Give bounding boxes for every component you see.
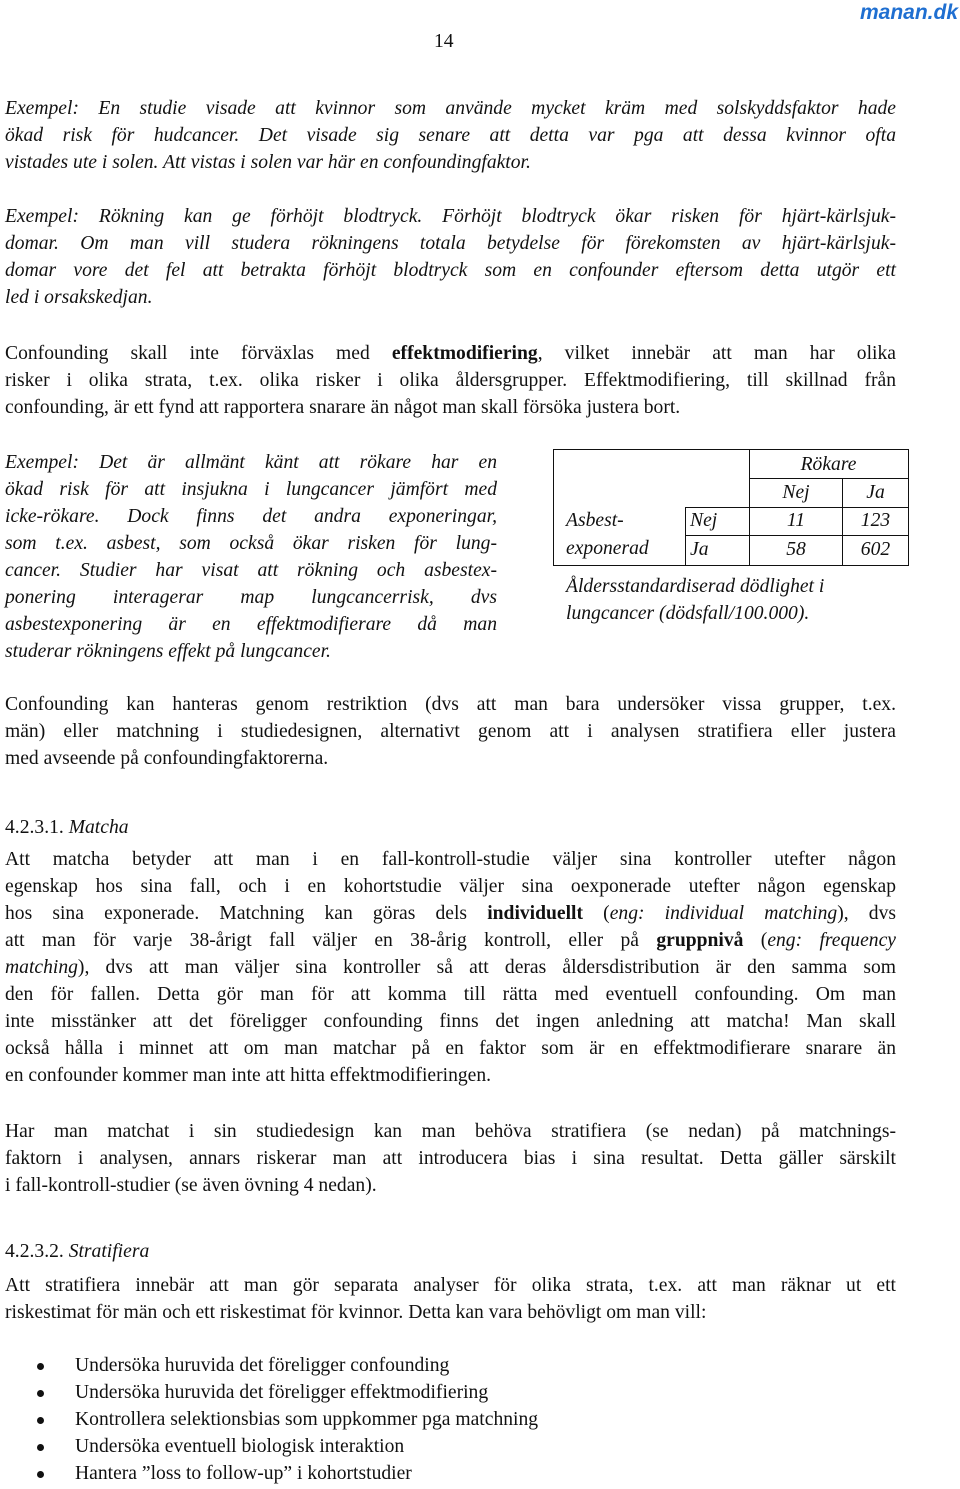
text-line: riskestimat för män och ett riskestimat för kvinnor. Detta kan vara behövligt om man vill: (5, 1302, 707, 1323)
list-item: Undersöka huruvida det föreligger effektmodifiering (0, 1379, 538, 1406)
effect-modification-paragraph (5, 340, 896, 421)
list-item: Kontrollera selektionsbias som uppkommer pga matchning (0, 1406, 538, 1433)
list-item: Hantera ”loss to follow-up” i kohortstudier (0, 1460, 538, 1487)
english-term: eng: individual matching (609, 903, 838, 924)
example-paragraph-sunscreen (5, 95, 896, 176)
example-label: Exempel (5, 452, 73, 473)
text-line: asbestexponering är en effektmodifierare då man (5, 614, 497, 635)
text-line: confounding, är ett fynd att rapportera snarare än något man skall försöka justera bort. (5, 397, 681, 418)
reasons-list (0, 1352, 538, 1487)
text-line: icke-rökare. Dock finns det andra exponeringar, (5, 506, 497, 527)
text-span: ( (743, 930, 768, 951)
term-gruppniva: gruppnivå (656, 930, 744, 951)
example-paragraph-smoking-bloodpressure (5, 203, 896, 311)
table-rule (685, 507, 686, 565)
text-line: : Det är allmänt känt att rökare har en (72, 452, 497, 473)
text-line: en confounder kommer man inte att hitta effektmodifieringen. (5, 1065, 492, 1086)
text-line: inte misstänker att det föreligger confounding finns det ingen anledning att matcha! Man skall (5, 1011, 896, 1032)
text-line: domar. Om man vill studera rökningens totala betydelse för förekomsten av hjärt-kärlsjuk- (5, 233, 896, 254)
site-watermark: manan.dk (859, 1, 958, 24)
text-line: män) eller matchning i studiedesignen, alternativt genom att i analysen stratifiera eller justera (5, 721, 896, 742)
stratification-paragraph (5, 1272, 896, 1326)
text-line: cancer. Studier har visat att rökning och asbestex- (5, 560, 497, 581)
caption-line: lungcancer (dödsfall/100.000). (566, 603, 810, 624)
text-line: studerar rökningens effekt på lungcancer. (5, 641, 331, 662)
text-line: : Rökning kan ge förhöjt blodtryck. Förhöjt blodtryck ökar risken för hjärt-kärlsjuk- (72, 206, 896, 227)
text-span: ), dvs (837, 903, 896, 924)
row-label: Nej (690, 510, 718, 531)
section-heading-matcha (5, 814, 129, 841)
confounding-handling-paragraph (5, 691, 896, 772)
page-number: 14 (434, 31, 454, 52)
stratify-matching-paragraph (5, 1118, 896, 1199)
table-cell: 123 (860, 510, 891, 531)
column-group-header: Rökare (800, 454, 857, 475)
table-cell: 58 (786, 539, 806, 560)
text-line: domar vore det fel att betrakta förhöjt blodtryck som en confounder eftersom detta utgör ett (5, 260, 896, 281)
section-number: 4.2.3.1. (5, 817, 69, 838)
row-label: Ja (690, 539, 709, 560)
english-term: matching (5, 957, 78, 978)
row-group-header: exponerad (566, 538, 649, 559)
text-line: som t.ex. asbest, som också ökar risken för lung- (5, 533, 497, 554)
text-line: den för fallen. Detta gör man för att komma till rätta med eventuell confounding. Om man (5, 984, 896, 1005)
section-heading-stratifiera (5, 1238, 149, 1265)
text-span: att man för varje 38-årigt fall väljer en 38-årig kontroll, eller på (5, 930, 657, 951)
text-line: ökad risk för hudcancer. Det visade sig senare att detta var pga att dessa kvinnor ofta (5, 125, 896, 146)
text-span: , vilket innebär att man har olika (537, 343, 896, 364)
term-individuellt: individuellt (487, 903, 584, 924)
table-cell: 602 (860, 539, 891, 560)
text-line: Har man matchat i sin studiedesign kan man behöva stratifiera (se nedan) på matchnings- (5, 1121, 896, 1142)
example-label: Exempel (5, 98, 73, 119)
text-line: med avseende på confoundingfaktorerna. (5, 748, 329, 769)
term-effektmodifiering: effektmodifiering (391, 343, 538, 364)
example-paragraph-asbestos (5, 449, 497, 665)
text-line: Confounding kan hanteras genom restriktion (dvs att man bara undersöker vissa grupper, t.ex. (5, 694, 896, 715)
text-line: led i orsakskedjan. (5, 287, 153, 308)
text-span: Confounding skall inte förväxlas med (5, 343, 392, 364)
english-term: eng: frequency (767, 930, 896, 951)
text-span: ), dvs att man väljer sina kontroller så att deras åldersdistribution är den samma som (77, 957, 896, 978)
text-line: ökad risk för att insjukna i lungcancer jämfört med (5, 479, 497, 500)
text-line: ponering interagerar map lungcancerrisk, dvs (5, 587, 497, 608)
text-line: faktorn i analysen, annars riskerar man att introducera bias i sina resultat. Detta gäller särskilt (5, 1148, 896, 1169)
example-label: Exempel (5, 206, 73, 227)
text-span: hos sina exponerade. Matchning kan göras dels (5, 903, 488, 924)
text-line: också hålla i minnet att om man matchar på en faktor som är en effektmodifierare snarare än (5, 1038, 896, 1059)
section-title: Matcha (68, 817, 129, 838)
text-line: i fall-kontroll-studier (se även övning 4 nedan). (5, 1175, 377, 1196)
table-caption (566, 573, 824, 627)
list-item: Undersöka eventuell biologisk interaktion (0, 1433, 538, 1460)
text-line: risker i olika strata, t.ex. olika risker i olika åldersgrupper. Effektmodifiering, till skillnad från (5, 370, 896, 391)
text-line: egenskap hos sina fall, och i en kohortstudie väljer sina oexponerade utefter någon egenskap (5, 876, 896, 897)
section-number: 4.2.3.2. (5, 1241, 69, 1262)
caption-line: Åldersstandardiserad dödlighet i (566, 576, 825, 597)
text-span: ( (583, 903, 610, 924)
matching-paragraph (5, 846, 896, 1089)
text-line: : En studie visade att kvinnor som använde mycket kräm med solskyddsfaktor hade (72, 98, 896, 119)
row-group-header: Asbest- (566, 510, 624, 531)
mortality-table (553, 449, 909, 566)
text-line: Att stratifiera innebär att man gör separata analyser för olika strata, t.ex. att man räknar ut ett (5, 1275, 896, 1296)
section-title: Stratifiera (68, 1241, 150, 1262)
text-line: vistades ute i solen. Att vistas i solen var här en confoundingfaktor. (5, 152, 531, 173)
table-cell: 11 (786, 510, 806, 531)
text-line: Att matcha betyder att man i en fall-kontroll-studie väljer sina kontroller utefter någon (5, 849, 896, 870)
column-header: Ja (866, 482, 885, 503)
column-header: Nej (782, 482, 810, 503)
list-item: Undersöka huruvida det föreligger confounding (0, 1352, 538, 1379)
